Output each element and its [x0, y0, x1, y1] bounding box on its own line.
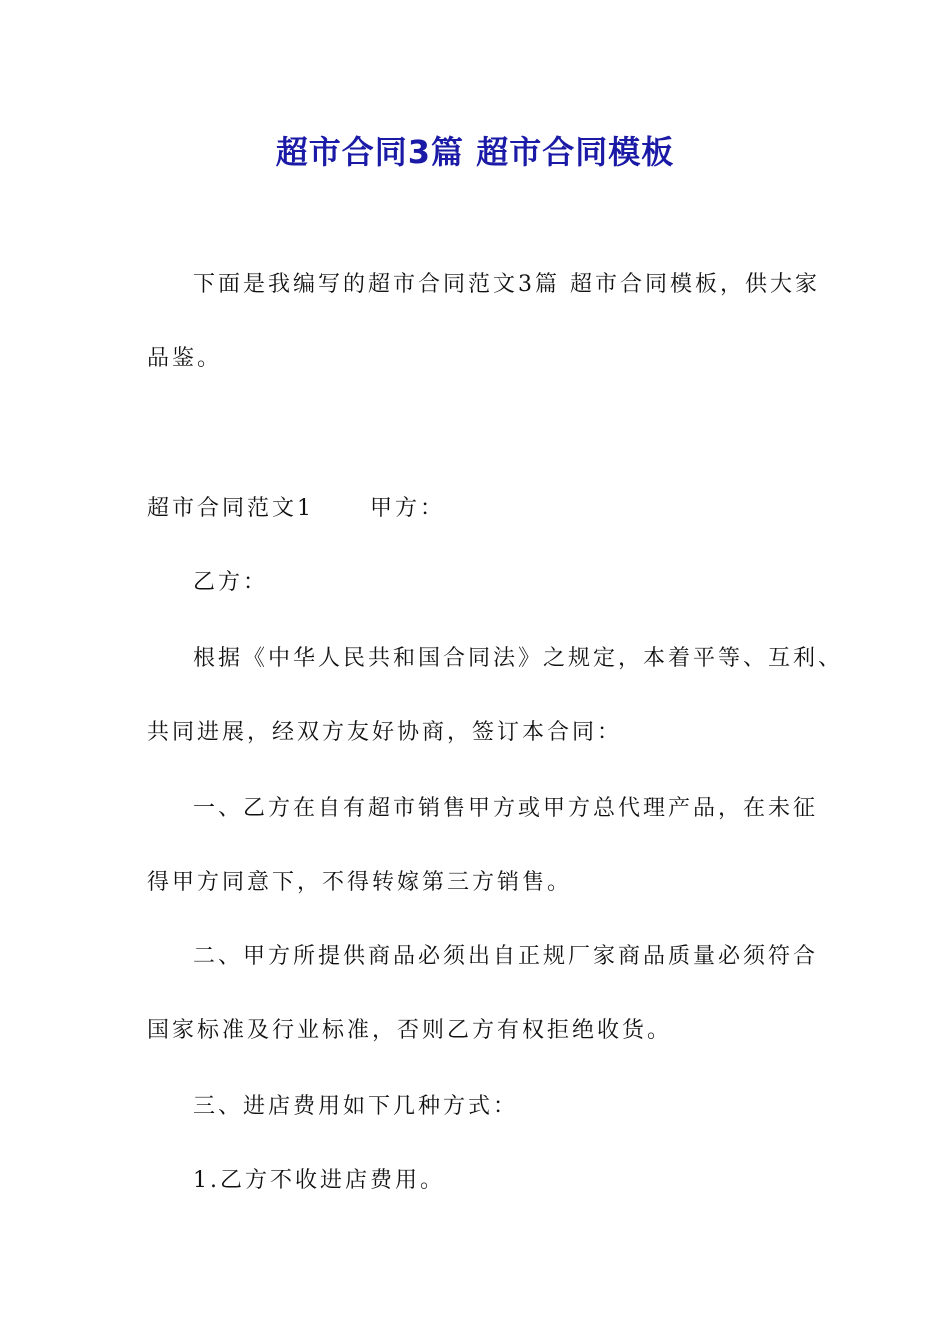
clause-2-line-2: 国家标准及行业标准，否则乙方有权拒绝收货。	[147, 1018, 673, 1043]
party-b-label: 乙方：	[193, 570, 269, 595]
clause-2-line-1: 二、甲方所提供商品必须出自正规厂家商品质量必须符合	[193, 944, 819, 969]
intro-line-2: 品鉴。	[147, 346, 223, 371]
intro-line-1: 下面是我编写的超市合同范文3篇 超市合同模板，供大家	[193, 272, 820, 297]
party-a-label: 甲方：	[370, 496, 446, 521]
clause-1-line-1: 一、乙方在自有超市销售甲方或甲方总代理产品，在未征	[193, 796, 819, 821]
section-heading: 超市合同范文1	[147, 496, 314, 521]
section-heading-line	[147, 494, 445, 524]
document-title: 超市合同3篇 超市合同模板	[275, 133, 675, 171]
clause-1-line-2: 得甲方同意下，不得转嫁第三方销售。	[147, 870, 573, 895]
preamble-line-2: 共同进展，经双方友好协商，签订本合同：	[147, 720, 623, 745]
clause-3-line-1: 三、进店费用如下几种方式：	[193, 1094, 519, 1119]
clause-3-item-1: 1.乙方不收进店费用。	[193, 1168, 445, 1193]
preamble-line-1: 根据《中华人民共和国合同法》之规定，本着平等、互利、	[193, 646, 844, 671]
